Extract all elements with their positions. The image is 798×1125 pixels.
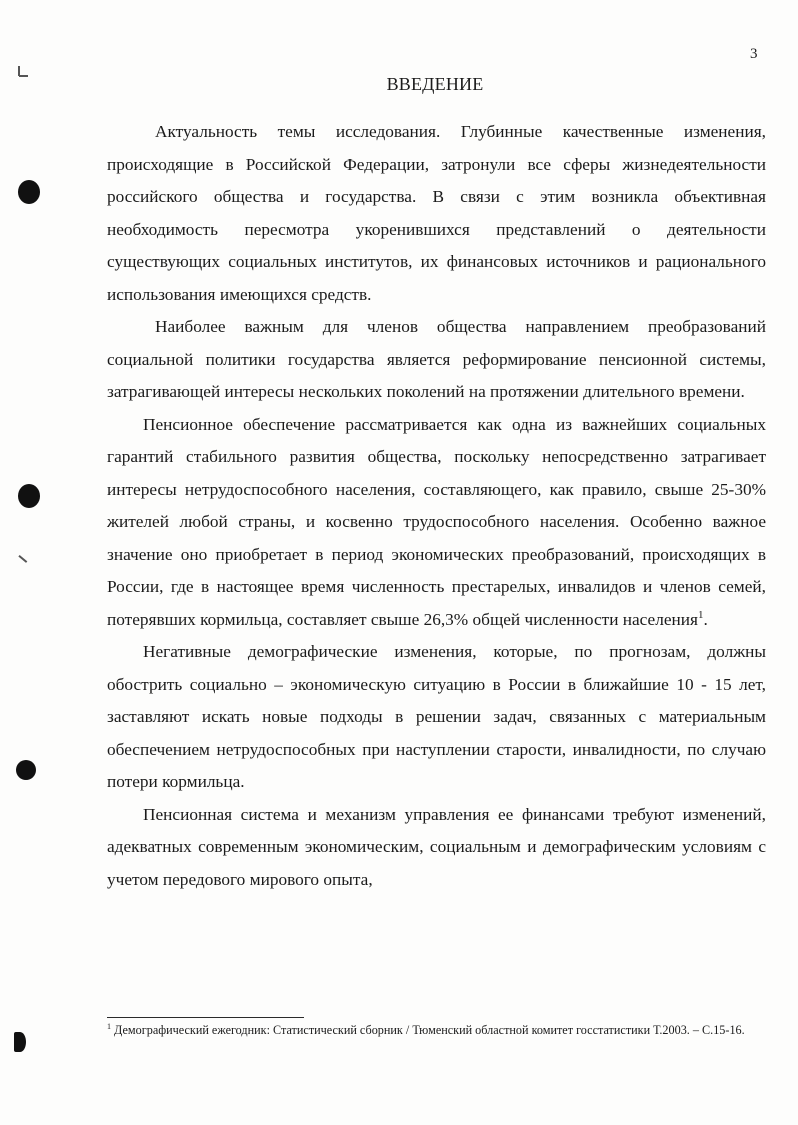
punch-hole xyxy=(18,180,40,204)
paragraph: Актуальность темы исследования. Глубинные качественные изменения, происходящие в Российской Федерации, затронули все сферы жизнедеятельности российского общества и государства. В связи с этим возникла объективная необходимость пересмотра укоренившихся представлений о деятельности существующих социальных институтов, их финансовых источников и рационального использования имеющихся средств. xyxy=(107,122,766,304)
footnote-reference[interactable]: 1 xyxy=(697,608,704,621)
punch-hole xyxy=(16,760,36,780)
paragraph: Наиболее важным для членов общества направлением преобразований социальной политики государства является реформирование пенсионной системы, затрагивающей интересы нескольких поколений на протяжении длительного времени. xyxy=(107,317,766,401)
body-text xyxy=(107,116,766,896)
scan-mark xyxy=(19,555,28,563)
paragraph: Пенсионная система и механизм управления ее финансами требуют изменений, адекватных современным экономическим, социальным и демографическим условиям с учетом передового мирового опыта, xyxy=(107,804,766,889)
section-title: ВВЕДЕНИЕ xyxy=(386,74,484,94)
footnote-marker: 1 xyxy=(107,1021,111,1031)
footnote-separator xyxy=(107,1017,304,1018)
footnote xyxy=(107,1022,747,1038)
page-number: 3 xyxy=(750,46,758,62)
paragraph-end: . xyxy=(703,609,708,629)
paragraph xyxy=(107,409,766,637)
paragraph: Негативные демографические изменения, которые, по прогнозам, должны обострить социально – экономическую ситуацию в России в ближайшие 10 - 15 лет, заставляют искать новые подходы в решении задач, связанных с материальным обеспечением нетрудоспособных при наступлении старости, инвалидности, по случаю потери кормильца. xyxy=(107,642,766,791)
footnote-text: Демографический ежегодник: Статистический сборник / Тюменский областной комитет госстатистики Т.2003. – С.15-16. xyxy=(114,1023,745,1037)
punch-hole xyxy=(14,1032,26,1052)
paragraph-text: Пенсионное обеспечение рассматривается как одна из важнейших социальных гарантий стабильного развития общества, поскольку непосредственно затрагивает интересы нетрудоспособного населения, составляющего, как правило, свыше 25-30% жителей любой страны, и косвенно трудоспособного населения. Особенно важное значение оно приобретает в период экономических преобразований, происходящих в России, где в настоящее время численность престарелых, инвалидов и членов семей, потерявших кормильца, составляет свыше 26,3% общей численности населения xyxy=(107,414,766,629)
punch-hole xyxy=(18,484,40,508)
